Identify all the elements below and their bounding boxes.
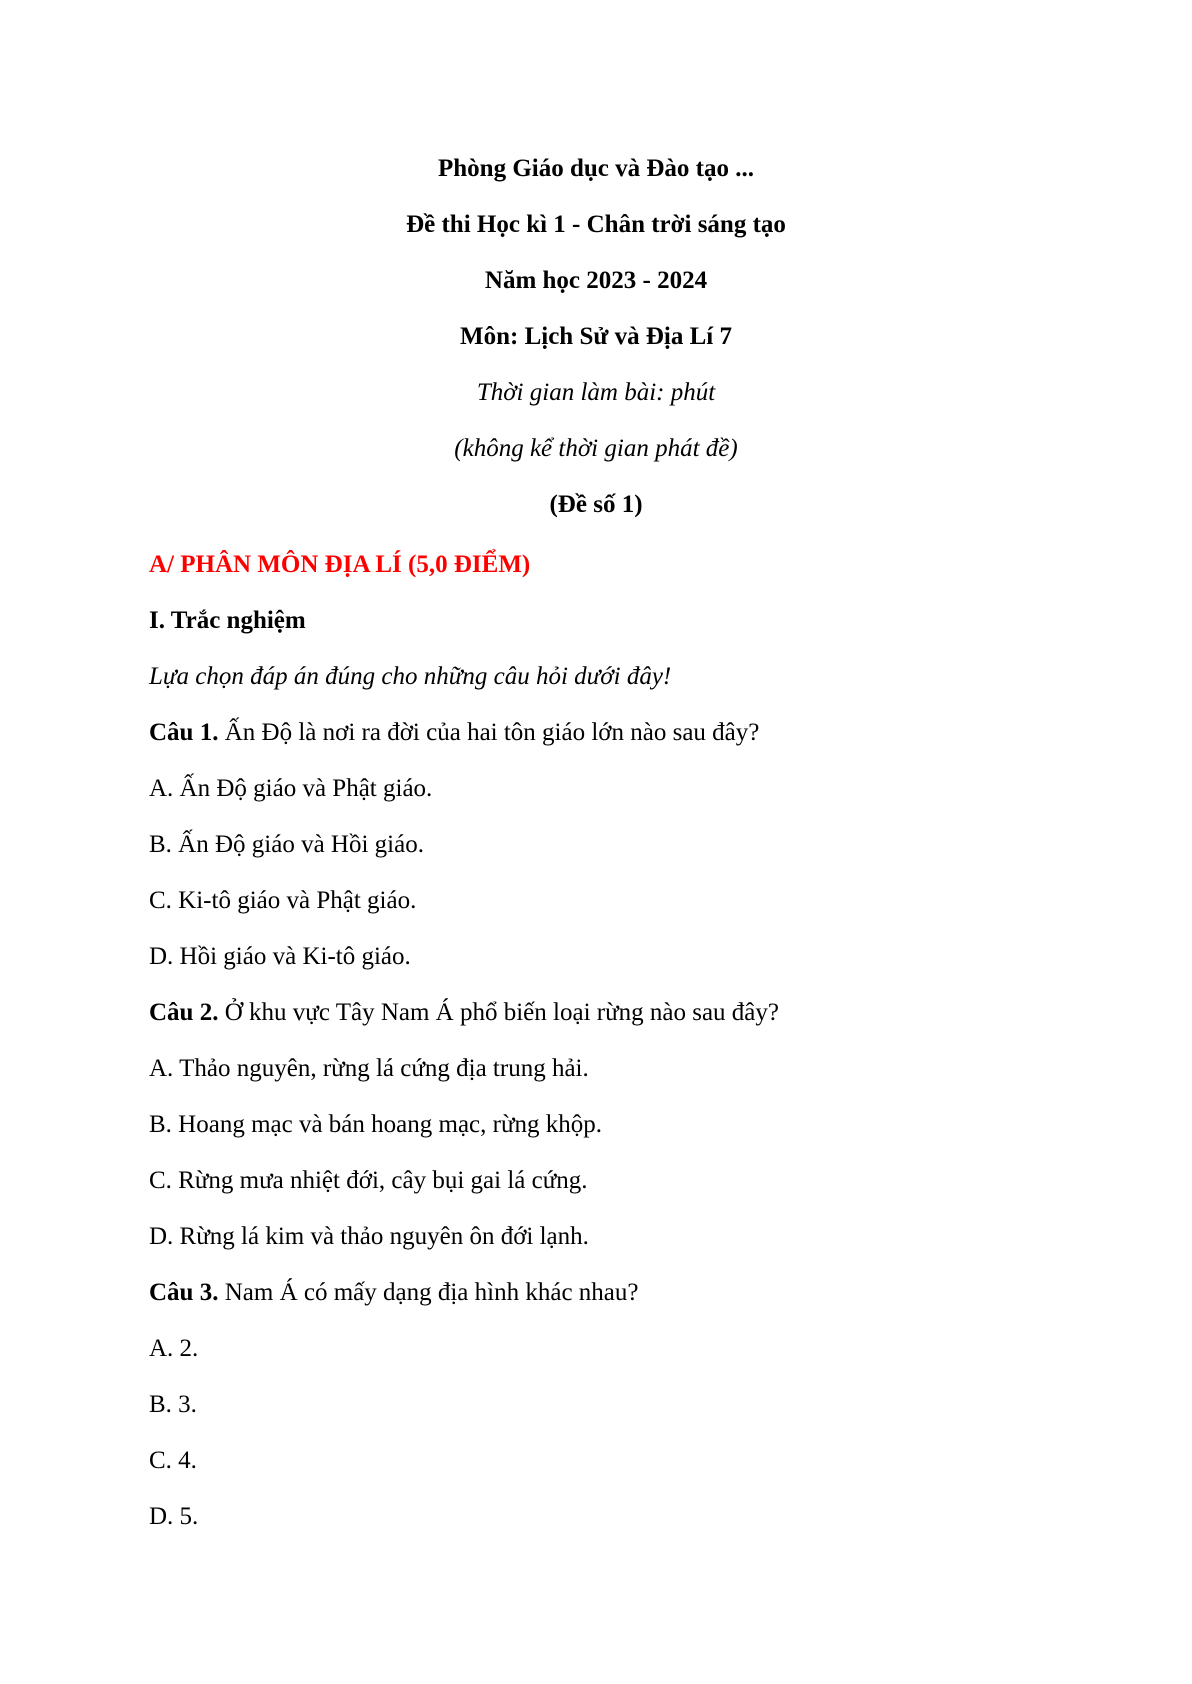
question-text — [149, 985, 1099, 1041]
option-c: C. Rừng mưa nhiệt đới, cây bụi gai lá cứng. — [149, 1167, 588, 1194]
question-2 — [149, 985, 1099, 1265]
exam-duration: Thời gian làm bài: phút — [476, 379, 716, 406]
question-label: Câu 3. — [149, 1279, 219, 1306]
department-name: Phòng Giáo dục và Đào tạo ... — [437, 155, 754, 182]
question-text — [149, 1265, 1099, 1321]
question-label: Câu 1. — [149, 719, 219, 746]
section-title: A/ PHÂN MÔN ĐỊA LÍ (5,0 ĐIỂM) — [149, 551, 531, 578]
exam-title: Đề thi Học kì 1 - Chân trời sáng tạo — [406, 211, 786, 238]
exam-number: (Đề số 1) — [549, 491, 643, 518]
option-c: C. 4. — [149, 1447, 197, 1474]
option-d: D. Rừng lá kim và thảo nguyên ôn đới lạnh. — [149, 1223, 589, 1250]
question-body: Ở khu vực Tây Nam Á phổ biến loại rừng nào sau đây? — [218, 999, 780, 1026]
option-d: D. Hồi giáo và Ki-tô giáo. — [149, 943, 411, 970]
option-a: A. Ấn Độ giáo và Phật giáo. — [149, 775, 433, 802]
section-instruction: Lựa chọn đáp án đúng cho những câu hỏi dưới đây! — [149, 663, 672, 690]
question-label: Câu 2. — [149, 999, 219, 1026]
section-subtitle: I. Trắc nghiệm — [149, 607, 306, 634]
exam-content — [149, 537, 1099, 1545]
option-b: B. 3. — [149, 1391, 197, 1418]
option-a: A. 2. — [149, 1335, 199, 1362]
duration-note: (không kể thời gian phát đề) — [454, 435, 738, 462]
question-body: Ấn Độ là nơi ra đời của hai tôn giáo lớn nào sau đây? — [218, 719, 760, 746]
option-a: A. Thảo nguyên, rừng lá cứng địa trung hải. — [149, 1055, 589, 1082]
question-body: Nam Á có mấy dạng địa hình khác nhau? — [218, 1279, 639, 1306]
school-year: Năm học 2023 - 2024 — [484, 267, 708, 294]
exam-header — [0, 141, 1192, 533]
option-b: B. Ấn Độ giáo và Hồi giáo. — [149, 831, 424, 858]
subject: Môn: Lịch Sử và Địa Lí 7 — [460, 323, 732, 350]
question-text — [149, 705, 1099, 761]
question-1 — [149, 705, 1099, 985]
option-b: B. Hoang mạc và bán hoang mạc, rừng khộp. — [149, 1111, 603, 1138]
option-d: D. 5. — [149, 1503, 199, 1530]
option-c: C. Ki-tô giáo và Phật giáo. — [149, 887, 417, 914]
question-3 — [149, 1265, 1099, 1545]
